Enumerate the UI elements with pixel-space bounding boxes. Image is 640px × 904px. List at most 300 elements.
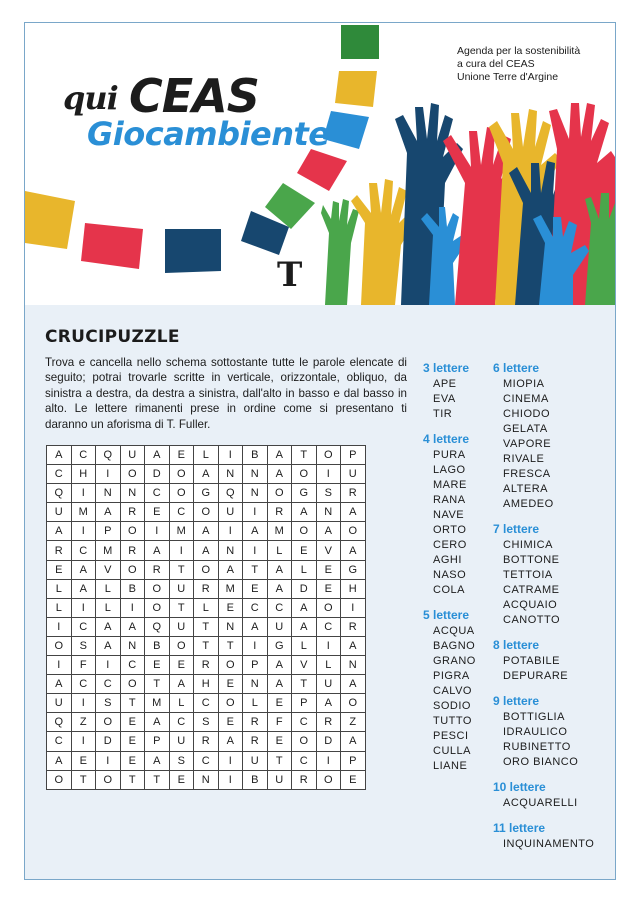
grid-cell[interactable]: O [341, 522, 366, 541]
grid-cell[interactable]: O [47, 636, 72, 655]
word-item: COLA [433, 584, 465, 596]
grid-cell[interactable]: E [218, 713, 243, 732]
grid-cell[interactable]: A [96, 636, 121, 655]
grid-cell[interactable]: D [316, 732, 341, 751]
grid-cell[interactable]: O [194, 560, 219, 579]
grid-cell[interactable]: H [341, 579, 366, 598]
grid-cell[interactable]: S [71, 636, 96, 655]
agenda-line: a cura del CEAS [457, 58, 535, 70]
grid-cell[interactable]: A [169, 675, 194, 694]
grid-cell[interactable]: A [267, 675, 292, 694]
grid-cell[interactable]: F [267, 713, 292, 732]
grid-cell[interactable]: U [341, 465, 366, 484]
word-item: APE [433, 378, 457, 390]
grid-cell[interactable]: A [194, 522, 219, 541]
grid-cell[interactable]: B [120, 579, 145, 598]
grid-cell[interactable]: O [218, 694, 243, 713]
grid-cell[interactable]: B [243, 770, 268, 789]
grid-cell[interactable]: A [71, 560, 96, 579]
grid-cell[interactable]: N [120, 636, 145, 655]
grid-cell[interactable]: H [71, 465, 96, 484]
grid-row [47, 770, 366, 789]
grid-cell[interactable]: M [218, 579, 243, 598]
grid-cell[interactable]: O [341, 694, 366, 713]
grid-row [47, 560, 366, 579]
grid-cell[interactable]: G [292, 484, 317, 503]
grid-cell[interactable]: O [292, 465, 317, 484]
grid-cell[interactable]: C [267, 598, 292, 617]
word-item: TETTOIA [503, 569, 553, 581]
word-item: ACQUARELLI [503, 797, 578, 809]
grid-cell[interactable]: P [341, 751, 366, 770]
puzzle-instructions: Trova e cancella nello schema sottostante tutte le parole elencate di seguito; potrai trovarle scritte in verticale, orizzontale, obliquo, da sinistra a destra, da destra a sinistra, dall'alto in basso e dal basso in alto. Le lettere rimanenti prese in ordine come si presentano ti daranno un aforisma di T. Fuller. [45, 356, 407, 431]
word-item: VAPORE [503, 438, 552, 450]
grid-cell[interactable]: A [292, 598, 317, 617]
grid-cell[interactable]: A [341, 541, 366, 560]
grid-row [47, 484, 366, 503]
grid-cell[interactable]: I [71, 522, 96, 541]
grid-cell[interactable]: E [316, 560, 341, 579]
word-item: MIOPIA [503, 378, 545, 390]
grid-cell[interactable]: I [71, 732, 96, 751]
word-item: BAGNO [433, 640, 476, 652]
grid-cell[interactable]: A [243, 522, 268, 541]
word-item: DEPURARE [503, 670, 569, 682]
grid-cell[interactable]: Q [145, 617, 170, 636]
grid-cell[interactable]: E [120, 751, 145, 770]
grid-cell[interactable]: V [96, 560, 121, 579]
grid-cell[interactable]: I [218, 751, 243, 770]
word-item: CULLA [433, 745, 471, 757]
grid-cell[interactable]: A [145, 541, 170, 560]
raised-hands-illustration [321, 103, 615, 305]
grid-cell[interactable]: R [341, 484, 366, 503]
grid-cell[interactable]: O [120, 675, 145, 694]
word-item: PESCI [433, 730, 469, 742]
grid-cell[interactable]: G [341, 560, 366, 579]
word-item: CALVO [433, 685, 472, 697]
grid-row [47, 751, 366, 770]
grid-cell[interactable]: M [169, 522, 194, 541]
grid-cell[interactable]: P [341, 446, 366, 465]
grid-cell[interactable]: S [194, 713, 219, 732]
grid-cell[interactable]: U [267, 617, 292, 636]
grid-cell[interactable]: I [47, 617, 72, 636]
grid-cell[interactable]: A [71, 579, 96, 598]
grid-row [47, 694, 366, 713]
grid-cell[interactable]: N [218, 541, 243, 560]
grid-cell[interactable]: E [243, 579, 268, 598]
grid-cell[interactable]: R [194, 732, 219, 751]
arc-block-yellow-2 [25, 191, 75, 249]
grid-cell[interactable]: M [96, 541, 121, 560]
grid-cell[interactable]: E [316, 579, 341, 598]
grid-cell[interactable]: S [96, 694, 121, 713]
grid-cell[interactable]: C [243, 598, 268, 617]
word-item: ACQUAIO [503, 599, 558, 611]
grid-cell[interactable]: T [120, 770, 145, 789]
word-item: AMEDEO [503, 498, 554, 510]
grid-cell[interactable]: E [267, 694, 292, 713]
grid-cell[interactable]: T [194, 636, 219, 655]
grid-cell[interactable]: R [243, 732, 268, 751]
grid-cell[interactable]: I [120, 598, 145, 617]
grid-cell[interactable]: V [292, 656, 317, 675]
word-item: ORO BIANCO [503, 756, 579, 768]
grid-cell[interactable]: A [267, 560, 292, 579]
grid-cell[interactable]: Z [341, 713, 366, 732]
grid-cell[interactable]: O [218, 656, 243, 675]
grid-cell[interactable]: T [292, 675, 317, 694]
brand-t-logo: T [277, 255, 303, 295]
word-item: BOTTIGLIA [503, 711, 565, 723]
grid-cell[interactable]: I [96, 751, 121, 770]
grid-cell[interactable]: E [47, 560, 72, 579]
grid-cell[interactable]: I [169, 541, 194, 560]
grid-cell[interactable]: E [120, 732, 145, 751]
grid-cell[interactable]: O [267, 484, 292, 503]
grid-cell[interactable]: U [120, 446, 145, 465]
grid-cell[interactable]: O [169, 636, 194, 655]
grid-cell[interactable]: A [47, 446, 72, 465]
grid-cell[interactable]: A [194, 465, 219, 484]
grid-cell[interactable]: C [169, 503, 194, 522]
grid-cell[interactable]: L [194, 446, 219, 465]
word-group-title: 7 lettere [493, 522, 540, 536]
grid-cell[interactable]: E [341, 770, 366, 789]
grid-cell[interactable]: D [292, 579, 317, 598]
word-item: ORTO [433, 524, 467, 536]
grid-cell[interactable]: N [316, 503, 341, 522]
word-item: SODIO [433, 700, 471, 712]
grid-cell[interactable]: L [267, 541, 292, 560]
grid-cell[interactable]: I [71, 484, 96, 503]
grid-cell[interactable]: A [267, 579, 292, 598]
grid-cell[interactable]: E [169, 446, 194, 465]
grid-cell[interactable]: U [169, 579, 194, 598]
word-group-title: 9 lettere [493, 694, 540, 708]
grid-cell[interactable]: E [71, 751, 96, 770]
word-item: FRESCA [503, 468, 551, 480]
grid-cell[interactable]: L [96, 598, 121, 617]
grid-cell[interactable]: I [71, 598, 96, 617]
grid-cell[interactable]: U [218, 503, 243, 522]
word-group-title: 4 lettere [423, 432, 470, 446]
grid-cell[interactable]: P [243, 656, 268, 675]
word-item: EVA [433, 393, 456, 405]
grid-cell[interactable]: T [120, 694, 145, 713]
grid-cell[interactable]: C [145, 484, 170, 503]
grid-cell[interactable]: L [47, 598, 72, 617]
grid-cell[interactable]: M [267, 522, 292, 541]
grid-cell[interactable]: E [292, 541, 317, 560]
grid-cell[interactable]: R [145, 560, 170, 579]
word-group-title: 10 lettere [493, 780, 546, 794]
word-list-left [423, 361, 476, 774]
grid-cell[interactable]: E [145, 503, 170, 522]
grid-cell[interactable]: T [243, 560, 268, 579]
grid-cell[interactable]: E [120, 713, 145, 732]
grid-cell[interactable]: S [316, 484, 341, 503]
grid-cell[interactable]: N [243, 484, 268, 503]
grid-cell[interactable]: L [96, 579, 121, 598]
grid-row [47, 446, 366, 465]
grid-cell[interactable]: O [169, 484, 194, 503]
grid-cell[interactable]: V [316, 541, 341, 560]
grid-cell[interactable]: R [47, 541, 72, 560]
grid-cell[interactable]: C [71, 446, 96, 465]
grid-cell[interactable]: M [71, 503, 96, 522]
grid-cell[interactable]: N [243, 675, 268, 694]
grid-cell[interactable]: Q [47, 713, 72, 732]
grid-cell[interactable]: A [96, 503, 121, 522]
grid-cell[interactable]: A [341, 636, 366, 655]
header-banner [25, 23, 615, 305]
grid-cell[interactable]: N [194, 770, 219, 789]
grid-cell[interactable]: N [218, 465, 243, 484]
word-item: INQUINAMENTO [503, 838, 595, 850]
arc-block-navy-2 [165, 229, 221, 273]
grid-cell[interactable]: O [316, 770, 341, 789]
grid-cell[interactable]: I [316, 751, 341, 770]
grid-cell[interactable]: N [218, 617, 243, 636]
grid-cell[interactable]: E [169, 770, 194, 789]
grid-cell[interactable]: T [145, 770, 170, 789]
word-item: BOTTONE [503, 554, 560, 566]
grid-cell[interactable]: O [194, 503, 219, 522]
grid-cell[interactable]: C [47, 732, 72, 751]
grid-cell[interactable]: P [292, 694, 317, 713]
logo-ceas: CEAS [129, 69, 259, 123]
grid-row [47, 732, 366, 751]
grid-cell[interactable]: C [120, 656, 145, 675]
grid-cell[interactable]: A [316, 694, 341, 713]
grid-cell[interactable]: C [71, 675, 96, 694]
grid-cell[interactable]: U [169, 732, 194, 751]
grid-cell[interactable]: I [341, 598, 366, 617]
word-group-title: 5 lettere [423, 608, 470, 622]
grid-cell[interactable]: A [145, 751, 170, 770]
grid-cell[interactable]: I [47, 656, 72, 675]
grid-cell[interactable]: T [145, 675, 170, 694]
grid-cell[interactable]: D [96, 732, 121, 751]
grid-cell[interactable]: P [145, 732, 170, 751]
grid-cell[interactable]: A [243, 617, 268, 636]
grid-cell[interactable]: C [169, 713, 194, 732]
grid-cell[interactable]: Q [47, 484, 72, 503]
grid-cell[interactable]: R [341, 617, 366, 636]
grid-cell[interactable]: L [316, 656, 341, 675]
grid-cell[interactable]: N [120, 484, 145, 503]
word-item: LIANE [433, 760, 468, 772]
grid-cell[interactable]: U [316, 675, 341, 694]
grid-cell[interactable]: R [120, 503, 145, 522]
grid-cell[interactable]: A [47, 522, 72, 541]
grid-cell[interactable]: A [145, 446, 170, 465]
grid-cell[interactable]: Q [218, 484, 243, 503]
puzzle-section [25, 305, 615, 879]
word-search-grid[interactable] [46, 445, 366, 790]
grid-cell[interactable]: I [243, 503, 268, 522]
grid-cell[interactable]: O [96, 713, 121, 732]
grid-cell[interactable]: Q [96, 446, 121, 465]
word-item: ALTERA [503, 483, 548, 495]
grid-cell[interactable]: L [292, 560, 317, 579]
grid-cell[interactable]: A [218, 560, 243, 579]
grid-cell[interactable]: L [292, 636, 317, 655]
grid-cell[interactable]: A [341, 675, 366, 694]
grid-cell[interactable]: C [194, 751, 219, 770]
hand-green-left [321, 199, 359, 305]
grid-cell[interactable]: S [169, 751, 194, 770]
grid-row [47, 713, 366, 732]
grid-cell[interactable]: N [96, 484, 121, 503]
grid-cell[interactable]: I [218, 446, 243, 465]
grid-cell[interactable]: A [47, 675, 72, 694]
grid-cell[interactable]: I [316, 465, 341, 484]
grid-cell[interactable]: I [145, 522, 170, 541]
grid-cell[interactable]: O [120, 465, 145, 484]
grid-cell[interactable]: U [169, 617, 194, 636]
word-group-title: 6 lettere [493, 361, 540, 375]
grid-cell[interactable]: C [96, 675, 121, 694]
grid-cell[interactable]: O [316, 446, 341, 465]
grid-cell[interactable]: C [316, 617, 341, 636]
grid-cell[interactable]: E [267, 732, 292, 751]
grid-cell[interactable]: R [267, 503, 292, 522]
grid-cell[interactable]: R [243, 713, 268, 732]
grid-cell[interactable]: P [96, 522, 121, 541]
grid-cell[interactable]: O [292, 732, 317, 751]
grid-cell[interactable]: T [292, 446, 317, 465]
grid-cell[interactable]: R [194, 656, 219, 675]
grid-cell[interactable]: L [194, 598, 219, 617]
word-item: RUBINETTO [503, 741, 571, 753]
grid-cell[interactable]: E [169, 656, 194, 675]
grid-cell[interactable]: O [120, 560, 145, 579]
grid-cell[interactable]: T [169, 598, 194, 617]
grid-cell[interactable]: A [341, 732, 366, 751]
grid-cell[interactable]: A [292, 503, 317, 522]
grid-cell[interactable]: A [267, 465, 292, 484]
grid-cell[interactable]: D [145, 465, 170, 484]
grid-cell[interactable]: B [243, 446, 268, 465]
word-item: POTABILE [503, 655, 560, 667]
grid-cell[interactable]: I [218, 770, 243, 789]
word-item: CHIMICA [503, 539, 553, 551]
grid-cell[interactable]: I [96, 465, 121, 484]
word-item: RANA [433, 494, 466, 506]
grid-cell[interactable]: A [267, 656, 292, 675]
grid-cell[interactable]: O [47, 770, 72, 789]
grid-cell[interactable]: L [243, 694, 268, 713]
grid-cell[interactable]: T [169, 560, 194, 579]
grid-cell[interactable]: G [194, 484, 219, 503]
grid-cell[interactable]: O [145, 579, 170, 598]
grid-cell[interactable]: G [267, 636, 292, 655]
grid-row [47, 465, 366, 484]
grid-cell[interactable]: I [316, 636, 341, 655]
grid-cell[interactable]: O [96, 770, 121, 789]
grid-cell[interactable]: R [292, 770, 317, 789]
grid-cell[interactable]: T [267, 751, 292, 770]
grid-cell[interactable]: B [145, 636, 170, 655]
grid-cell[interactable]: R [120, 541, 145, 560]
grid-cell[interactable]: I [243, 541, 268, 560]
grid-cell[interactable]: A [267, 446, 292, 465]
grid-cell[interactable]: C [194, 694, 219, 713]
grid-cell[interactable]: O [292, 522, 317, 541]
grid-row [47, 656, 366, 675]
grid-cell[interactable]: R [316, 713, 341, 732]
grid-cell[interactable]: C [292, 713, 317, 732]
grid-cell[interactable]: N [243, 465, 268, 484]
word-item: TUTTO [433, 715, 472, 727]
grid-cell[interactable]: M [145, 694, 170, 713]
grid-cell[interactable]: A [194, 541, 219, 560]
grid-cell[interactable]: O [145, 598, 170, 617]
grid-row [47, 503, 366, 522]
grid-cell[interactable]: A [316, 522, 341, 541]
grid-cell[interactable]: H [194, 675, 219, 694]
word-item: RIVALE [503, 453, 545, 465]
word-item: CANOTTO [503, 614, 561, 626]
grid-cell[interactable]: A [96, 617, 121, 636]
grid-cell[interactable]: O [120, 522, 145, 541]
grid-cell[interactable]: U [47, 694, 72, 713]
grid-cell[interactable]: L [169, 694, 194, 713]
grid-cell[interactable]: F [71, 656, 96, 675]
grid-cell[interactable]: I [71, 694, 96, 713]
grid-cell[interactable]: E [218, 598, 243, 617]
grid-cell[interactable]: O [169, 465, 194, 484]
page-frame [24, 22, 616, 880]
grid-cell[interactable]: C [71, 541, 96, 560]
word-list-right [493, 361, 594, 852]
word-item: IDRAULICO [503, 726, 568, 738]
grid-cell[interactable]: A [145, 713, 170, 732]
grid-cell[interactable]: L [47, 579, 72, 598]
grid-cell[interactable]: I [96, 656, 121, 675]
grid-cell[interactable]: A [341, 503, 366, 522]
grid-cell[interactable]: E [145, 656, 170, 675]
grid-cell[interactable]: T [194, 617, 219, 636]
grid-cell[interactable]: I [243, 636, 268, 655]
grid-cell[interactable]: A [120, 617, 145, 636]
grid-row [47, 636, 366, 655]
arc-block-green [341, 25, 379, 59]
grid-cell[interactable]: A [218, 732, 243, 751]
grid-cell[interactable]: U [47, 503, 72, 522]
grid-cell[interactable]: U [267, 770, 292, 789]
grid-cell[interactable]: Z [71, 713, 96, 732]
grid-cell[interactable]: U [243, 751, 268, 770]
grid-cell[interactable]: T [71, 770, 96, 789]
grid-cell[interactable]: C [71, 617, 96, 636]
grid-cell[interactable]: N [341, 656, 366, 675]
grid-cell[interactable]: A [47, 751, 72, 770]
grid-cell[interactable]: C [292, 751, 317, 770]
grid-cell[interactable]: C [47, 465, 72, 484]
grid-cell[interactable]: A [292, 617, 317, 636]
word-item: MARE [433, 479, 467, 491]
grid-cell[interactable]: T [218, 636, 243, 655]
grid-cell[interactable]: I [218, 522, 243, 541]
word-item: CERO [433, 539, 467, 551]
grid-cell[interactable]: E [218, 675, 243, 694]
grid-cell[interactable]: R [194, 579, 219, 598]
grid-cell[interactable]: O [316, 598, 341, 617]
